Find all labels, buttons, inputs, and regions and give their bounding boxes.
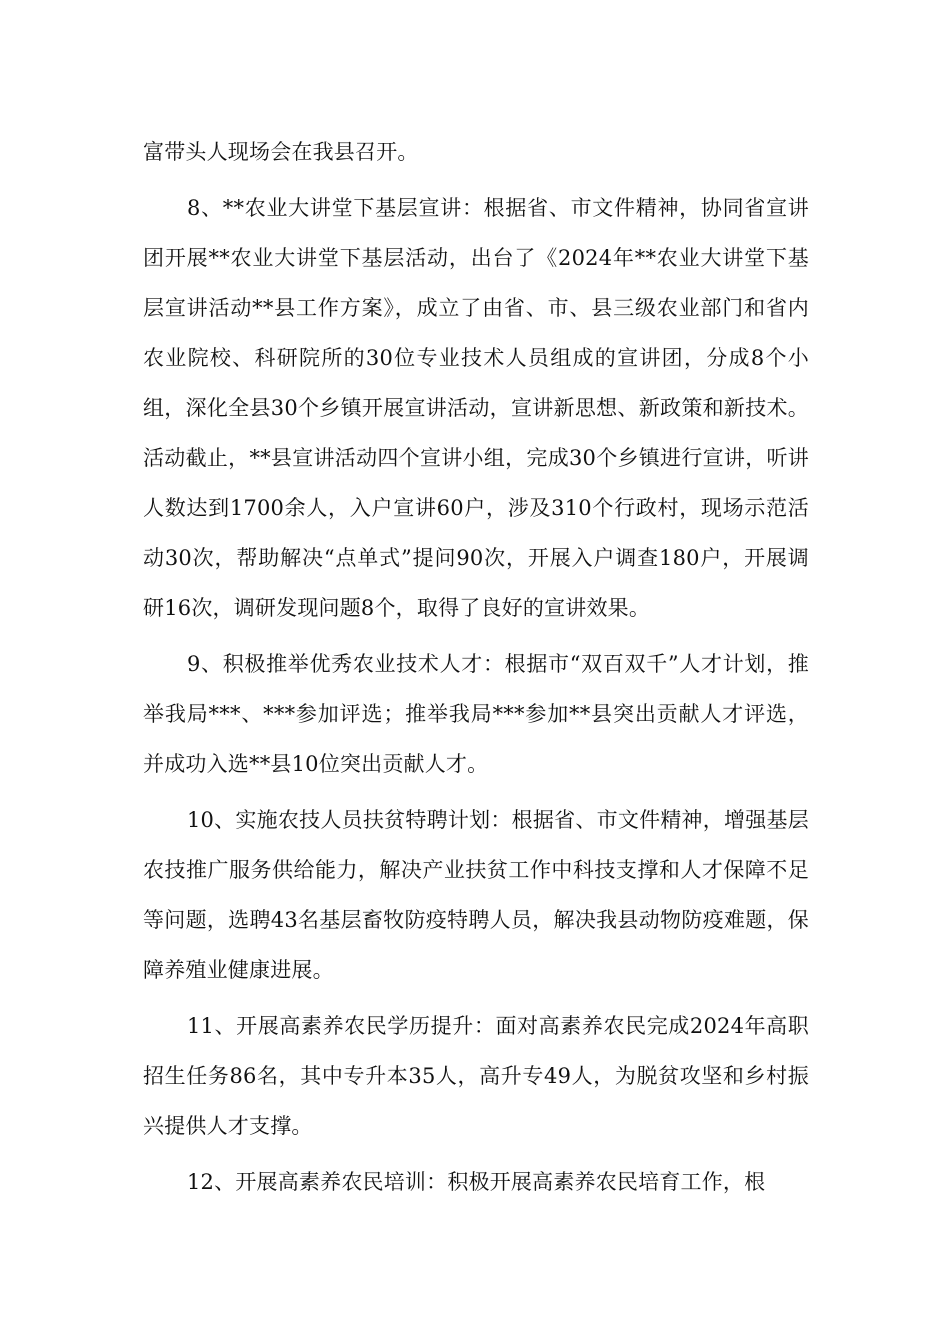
document-body <box>143 127 809 1207</box>
paragraph-item-10: 10、实施农技人员扶贫特聘计划：根据省、市文件精神，增强基层农技推广服务供给能力，解决产业扶贫工作中科技支撑和人才保障不足等问题，选聘43名基层畜牧防疫特聘人员，解决我县动物防疫难题，保障养殖业健康进展。 <box>143 808 809 982</box>
paragraph-item-12: 12、开展高素养农民培训：积极开展高素养农民培育工作，根 <box>187 1170 766 1194</box>
paragraph-item-9: 9、积极推举优秀农业技术人才：根据市“双百双千”人才计划，推举我局***、***参加评选；推举我局***参加**县突出贡献人才评选，并成功入选**县10位突出贡献人才。 <box>143 652 809 776</box>
paragraph-item-11: 11、开展高素养农民学历提升：面对高素养农民完成2024年高职招生任务86名，其中专升本35人，高升专49人，为脱贫攻坚和乡村振兴提供人才支撑。 <box>143 1014 809 1138</box>
paragraph-continuation: 富带头人现场会在我县召开。 <box>143 140 419 164</box>
paragraph-item-8: 8、**农业大讲堂下基层宣讲：根据省、市文件精神，协同省宣讲团开展**农业大讲堂下基层活动，出台了《2024年**农业大讲堂下基层宣讲活动**县工作方案》，成立了由省、市、县三级农业部门和省内农业院校、科研院所的30位专业技术人员组成的宣讲团，分成8个小组，深化全县30个乡镇开展宣讲活动，宣讲新思想、新政策和新技术。活动截止，**县宣讲活动四个宣讲小组，完成30个乡镇进行宣讲，听讲人数达到1700余人，入户宣讲60户，涉及310个行政村，现场示范活动30次，帮助解决“点单式”提问90次，开展入户调查180户，开展调研16次，调研发现问题8个，取得了良好的宣讲效果。 <box>143 196 809 620</box>
